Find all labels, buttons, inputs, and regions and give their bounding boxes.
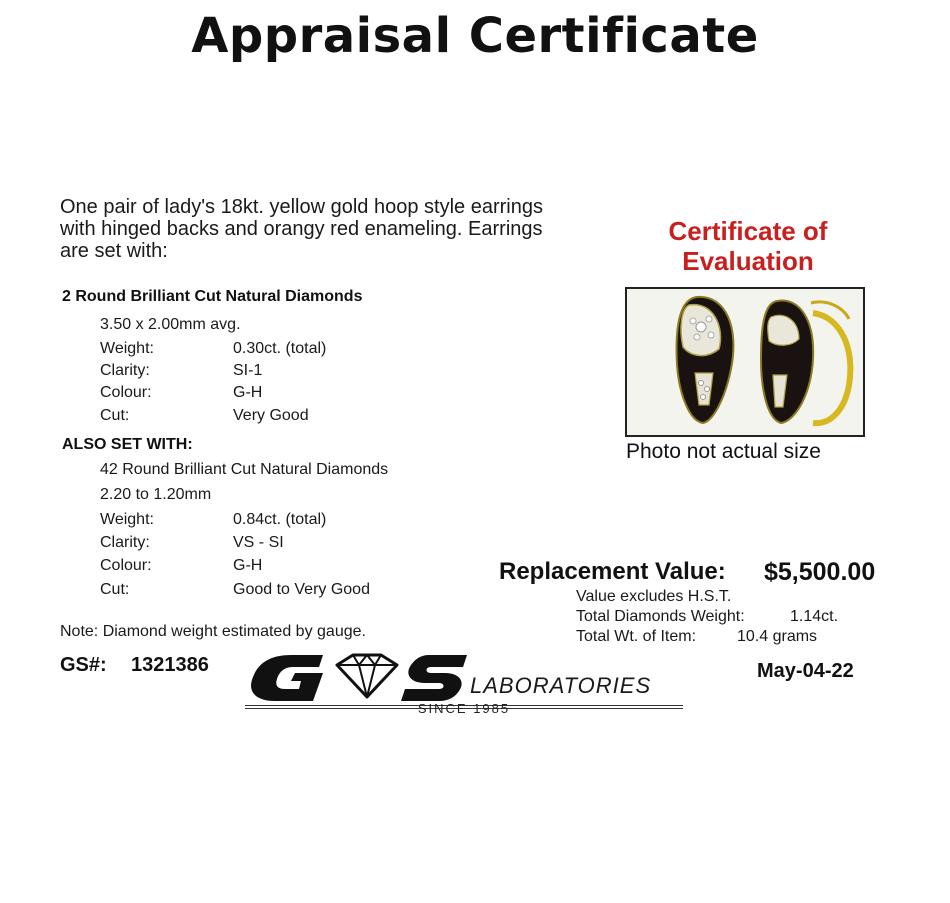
spec-value: G-H xyxy=(233,557,263,574)
item-weight-value: 10.4 grams xyxy=(737,628,818,645)
spec-label: Clarity: xyxy=(100,362,150,379)
earrings-photo xyxy=(625,287,865,437)
secondary-stones-heading: ALSO SET WITH: xyxy=(62,436,193,453)
spec-value: SI-1 xyxy=(233,362,263,379)
replacement-value-amount: $5,500.00 xyxy=(764,558,876,586)
certificate-heading-line: Evaluation xyxy=(682,246,814,276)
gs-number: 1321386 xyxy=(131,654,209,676)
description-line: with hinged backs and orangy red enameling. Earrings xyxy=(60,218,543,240)
primary-stone-size: 3.50 x 2.00mm avg. xyxy=(100,316,241,333)
item-description xyxy=(60,196,620,262)
tax-note: Value excludes H.S.T. xyxy=(576,588,732,605)
secondary-stone-size: 2.20 to 1.20mm xyxy=(100,486,212,503)
spec-label: Weight: xyxy=(100,340,154,357)
certificate-heading-line: Certificate of xyxy=(668,216,828,246)
spec-label: Weight: xyxy=(100,511,154,528)
replacement-value-label: Replacement Value: xyxy=(499,558,726,585)
weight-note: Note: Diamond weight estimated by gauge. xyxy=(60,623,366,640)
spec-label: Cut: xyxy=(100,407,130,424)
item-weight-label: Total Wt. of Item: xyxy=(576,628,697,645)
earrings-illustration xyxy=(627,289,863,435)
spec-value: 0.84ct. (total) xyxy=(233,511,327,528)
spec-value: G-H xyxy=(233,384,263,401)
spec-label: Colour: xyxy=(100,557,152,574)
spec-value: Very Good xyxy=(233,407,309,424)
certificate-heading xyxy=(630,216,866,276)
photo-caption: Photo not actual size xyxy=(626,440,821,463)
spec-value: VS - SI xyxy=(233,534,284,551)
spec-label: Cut: xyxy=(100,581,130,598)
secondary-stones-description: 42 Round Brilliant Cut Natural Diamonds xyxy=(100,461,389,478)
description-line: One pair of lady's 18kt. yellow gold hoop style earrings xyxy=(60,196,543,218)
laboratories-wordmark: LABORATORIES xyxy=(470,673,652,698)
spec-label: Clarity: xyxy=(100,534,150,551)
certificate-date: May-04-22 xyxy=(757,660,854,682)
primary-stones-heading: 2 Round Brilliant Cut Natural Diamonds xyxy=(62,288,363,305)
page-title: Appraisal Certificate xyxy=(191,8,759,64)
spec-value: Good to Very Good xyxy=(233,581,370,598)
diamonds-weight-label: Total Diamonds Weight: xyxy=(576,608,745,625)
since-label: SINCE 1985 xyxy=(417,701,511,716)
description-line: are set with: xyxy=(60,240,168,262)
gs-number-label: GS#: xyxy=(60,654,107,676)
spec-label: Colour: xyxy=(100,384,152,401)
spec-value: 0.30ct. (total) xyxy=(233,340,327,357)
diamond-icon xyxy=(337,655,397,697)
diamonds-weight-value: 1.14ct. xyxy=(790,608,839,625)
